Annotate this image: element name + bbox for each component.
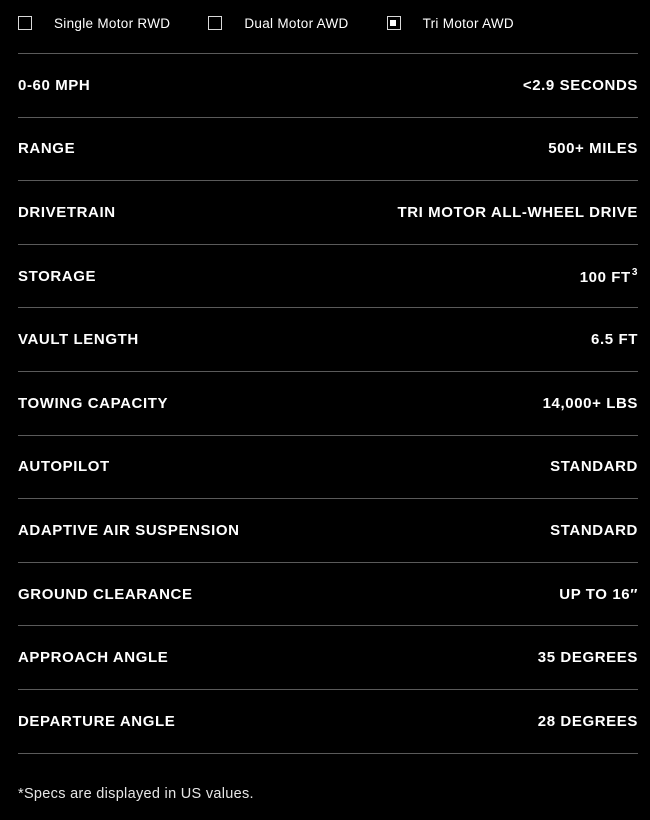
spec-value-wrapper bbox=[580, 267, 638, 286]
spec-row-towing-capacity bbox=[18, 372, 638, 436]
spec-row-autopilot bbox=[18, 436, 638, 500]
spec-label: APPROACH ANGLE bbox=[18, 649, 169, 667]
specs-table bbox=[18, 53, 638, 754]
spec-label: GROUND CLEARANCE bbox=[18, 585, 193, 603]
option-label: Dual Motor AWD bbox=[244, 15, 349, 31]
spec-row-vault-length bbox=[18, 308, 638, 372]
spec-label: RANGE bbox=[18, 140, 76, 158]
option-label: Tri Motor AWD bbox=[422, 15, 514, 31]
spec-row-ground-clearance bbox=[18, 563, 638, 627]
spec-row-departure-angle bbox=[18, 690, 638, 754]
spec-row-range bbox=[18, 118, 638, 182]
spec-row-0-60-mph bbox=[18, 54, 638, 118]
spec-value: 28 DEGREES bbox=[537, 712, 638, 730]
single-motor-rwd-checkbox[interactable] bbox=[18, 16, 32, 30]
spec-row-storage bbox=[18, 245, 638, 309]
spec-value: STANDARD bbox=[550, 458, 638, 476]
spec-value: 100 FT bbox=[579, 268, 631, 286]
motor-options bbox=[18, 0, 514, 46]
spec-label: DRIVETRAIN bbox=[18, 203, 116, 221]
option-single-motor-rwd[interactable] bbox=[18, 16, 170, 31]
spec-value: 14,000+ LBS bbox=[542, 394, 638, 412]
spec-row-drivetrain bbox=[18, 181, 638, 245]
spec-label: AUTOPILOT bbox=[18, 458, 110, 476]
option-tri-motor-awd[interactable] bbox=[387, 16, 514, 31]
spec-value: UP TO 16″ bbox=[559, 585, 638, 603]
spec-value: STANDARD bbox=[550, 521, 638, 539]
spec-value: 500+ MILES bbox=[548, 140, 638, 158]
spec-value: <2.9 SECONDS bbox=[522, 76, 638, 94]
specs-footnote: *Specs are displayed in US values. bbox=[18, 786, 254, 802]
spec-value-superscript: 3 bbox=[631, 266, 638, 278]
spec-value: TRI MOTOR ALL-WHEEL DRIVE bbox=[397, 203, 638, 221]
option-dual-motor-awd[interactable] bbox=[208, 16, 348, 31]
spec-label: 0-60 MPH bbox=[18, 76, 91, 94]
spec-value: 35 DEGREES bbox=[537, 649, 638, 667]
spec-label: ADAPTIVE AIR SUSPENSION bbox=[18, 521, 240, 539]
spec-label: TOWING CAPACITY bbox=[18, 394, 169, 412]
tri-motor-awd-checkbox[interactable] bbox=[387, 16, 401, 30]
spec-row-approach-angle bbox=[18, 626, 638, 690]
spec-label: STORAGE bbox=[18, 267, 97, 285]
spec-row-adaptive-air-suspension bbox=[18, 499, 638, 563]
dual-motor-awd-checkbox[interactable] bbox=[208, 16, 222, 30]
spec-value: 6.5 FT bbox=[591, 331, 638, 349]
spec-label: DEPARTURE ANGLE bbox=[18, 712, 176, 730]
option-label: Single Motor RWD bbox=[54, 15, 171, 31]
spec-label: VAULT LENGTH bbox=[18, 331, 139, 349]
